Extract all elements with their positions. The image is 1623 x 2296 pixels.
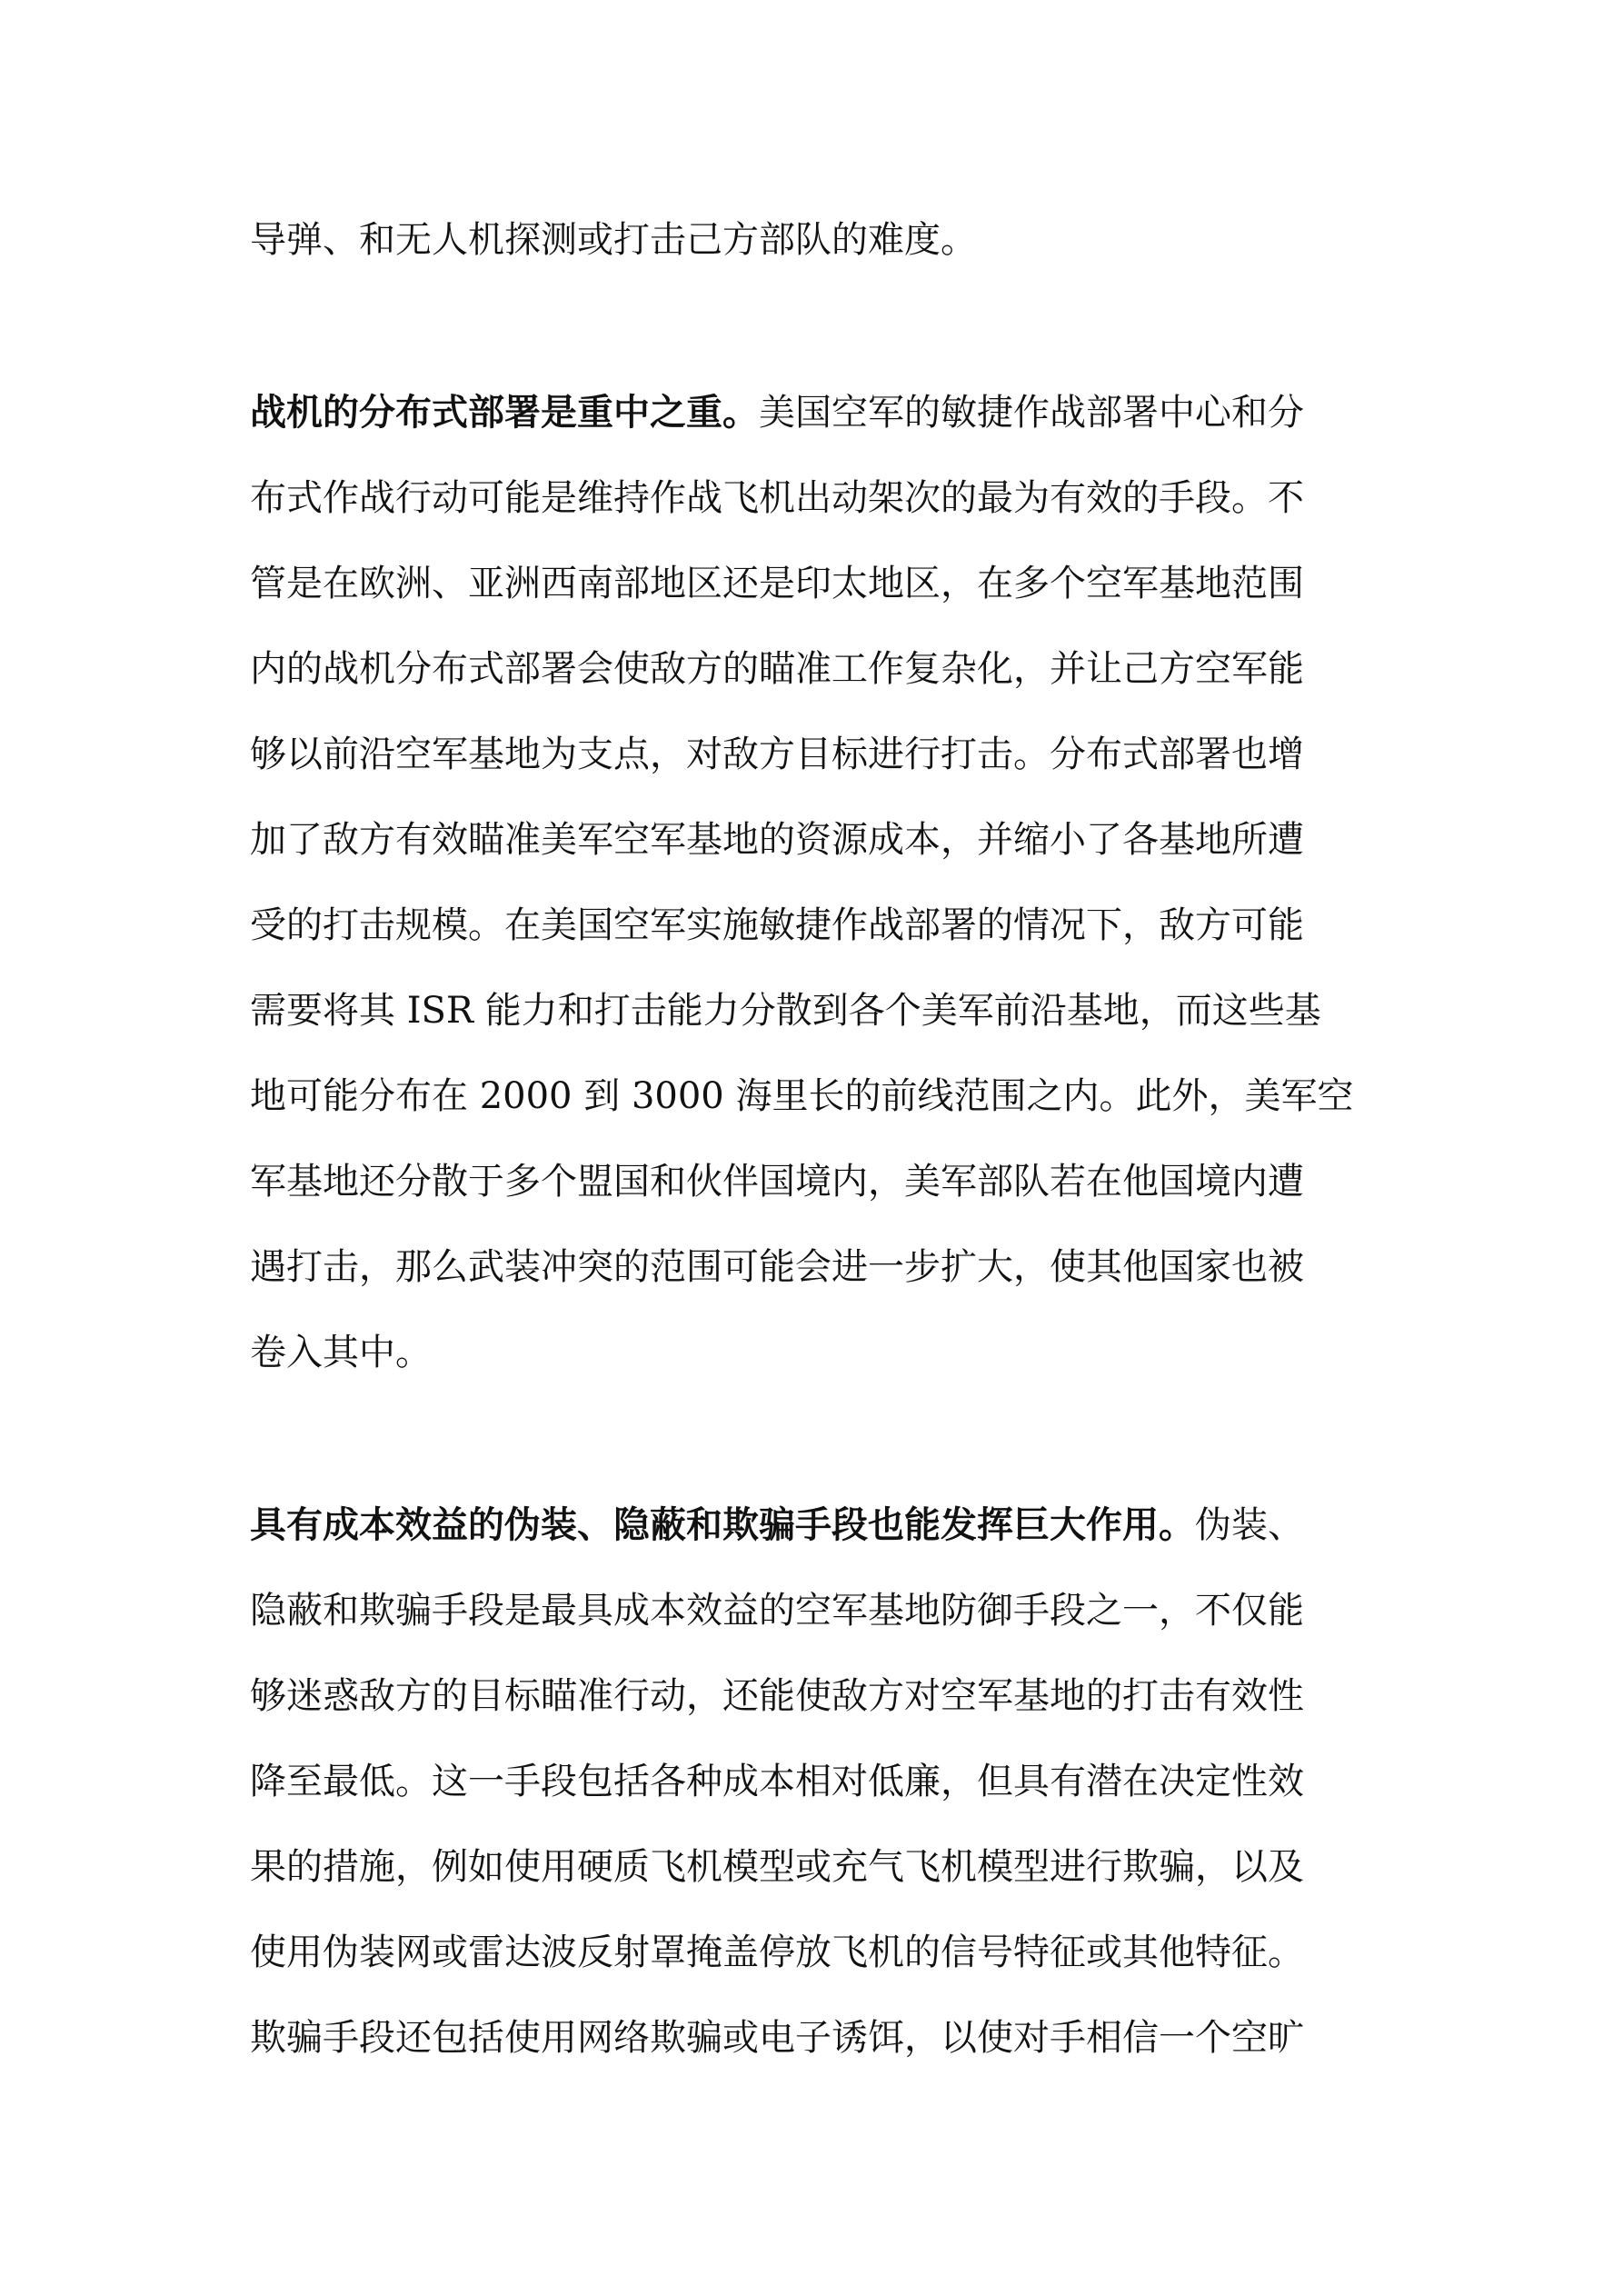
paragraph-2-line-6 xyxy=(250,814,1386,865)
paragraph-lead-heading: 具有成本效益的伪装、隐蔽和欺骗手段也能发挥巨大作用。 xyxy=(250,1503,1195,1546)
paragraph-2-line-10 xyxy=(250,1156,1386,1207)
paragraph-3-line-6 xyxy=(250,1927,1386,1978)
line-text: 军基地还分散于多个盟国和伙伴国境内，美军部队若在他国境内遭 xyxy=(250,1161,1304,1203)
paragraph-3-line-4 xyxy=(250,1756,1386,1807)
line-text: 管是在欧洲、亚洲西南部地区还是印太地区，在多个空军基地范围 xyxy=(250,563,1304,604)
line-text: 卷入其中。 xyxy=(250,1332,432,1373)
line-text: 降至最低。这一手段包括各种成本相对低廉，但具有潜在决定性效 xyxy=(250,1761,1304,1802)
line-text: 布式作战行动可能是维持作战飞机出动架次的最为有效的手段。不 xyxy=(250,477,1304,519)
line-text: 导弹、和无人机探测或打击己方部队的难度。 xyxy=(250,219,977,261)
paragraph-2-line-4 xyxy=(250,644,1386,694)
paragraph-2-line-9 xyxy=(250,1071,1386,1122)
paragraph-2-line-11 xyxy=(250,1242,1386,1293)
line-text: 美国空军的敏捷作战部署中心和分 xyxy=(759,392,1304,434)
paragraph-2-line-1 xyxy=(250,387,1386,438)
paragraph-2-line-8 xyxy=(250,985,1386,1036)
line-text: 内的战机分布式部署会使敌方的瞄准工作复杂化，并让己方空军能 xyxy=(250,648,1304,690)
line-text: 伪装、 xyxy=(1195,1504,1304,1546)
paragraph-2-line-7 xyxy=(250,900,1386,951)
paragraph-3-line-7 xyxy=(250,2012,1386,2063)
paragraph-3-line-2 xyxy=(250,1585,1386,1636)
paragraph-1-line-1 xyxy=(250,215,1386,265)
paragraph-lead-heading: 战机的分布式部署是重中之重。 xyxy=(250,391,759,434)
line-text: 受的打击规模。在美国空军实施敏捷作战部署的情况下，敌方可能 xyxy=(250,904,1304,946)
line-text: 够以前沿空军基地为支点，对敌方目标进行打击。分布式部署也增 xyxy=(250,734,1304,775)
line-text: 遇打击，那么武装冲突的范围可能会进一步扩大，使其他国家也被 xyxy=(250,1246,1304,1288)
line-text: 欺骗手段还包括使用网络欺骗或电子诱饵，以使对手相信一个空旷 xyxy=(250,2017,1304,2059)
paragraph-2-line-12 xyxy=(250,1327,1386,1378)
paragraph-2-line-5 xyxy=(250,729,1386,780)
paragraph-2-line-2 xyxy=(250,473,1386,524)
line-text: 使用伪装网或雷达波反射罩掩盖停放飞机的信号特征或其他特征。 xyxy=(250,1932,1304,1973)
paragraph-2-line-3 xyxy=(250,558,1386,609)
line-text: 加了敌方有效瞄准美军空军基地的资源成本，并缩小了各基地所遭 xyxy=(250,819,1304,861)
line-text: 够迷惑敌方的目标瞄准行动，还能使敌方对空军基地的打击有效性 xyxy=(250,1675,1304,1717)
paragraph-3-line-1 xyxy=(250,1500,1386,1551)
line-text: 需要将其 ISR 能力和打击能力分散到各个美军前沿基地，而这些基 xyxy=(250,990,1321,1032)
paragraph-3-line-5 xyxy=(250,1842,1386,1892)
line-text: 隐蔽和欺骗手段是最具成本效益的空军基地防御手段之一，不仅能 xyxy=(250,1590,1304,1632)
line-text: 地可能分布在 2000 到 3000 海里长的前线范围之内。此外，美军空 xyxy=(250,1075,1354,1117)
paragraph-3-line-3 xyxy=(250,1671,1386,1722)
line-text: 果的措施，例如使用硬质飞机模型或充气飞机模型进行欺骗，以及 xyxy=(250,1846,1304,1888)
